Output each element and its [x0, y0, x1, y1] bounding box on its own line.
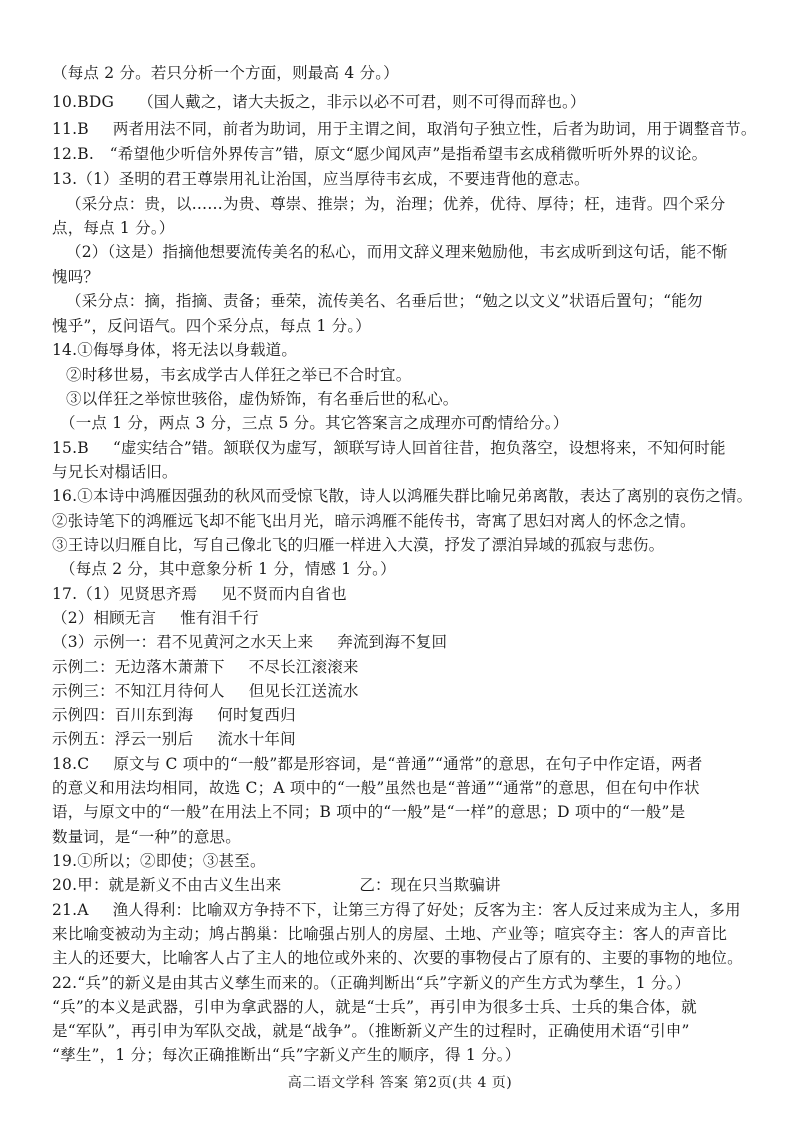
answer-18	[52, 753, 750, 775]
answer-17-part2-line2: 惟有泪千行	[180, 609, 259, 627]
answer-17-part2	[52, 607, 750, 629]
answer-17-example4-line2: 何时复西归	[217, 706, 296, 724]
answer-19: 19.①所以；②即使；③甚至。	[52, 852, 266, 870]
answer-22-cont3: “孳生”，1 分；每次正确推断出“兵”字新义产生的顺序，得 1 分。）	[52, 1046, 521, 1064]
answer-20	[52, 874, 750, 896]
answer-17-example3-line1: 示例三：不知江月待何人	[52, 682, 225, 700]
answer-17-part1-line1: 17.（1）见贤思齐焉	[52, 585, 198, 603]
answer-18-text: 原文与 C 项中的“一般”都是形容词，是“普通”“通常”的意思，在句子中作定语，两者	[113, 755, 703, 773]
answer-17-example4-line1: 示例四：百川东到海	[52, 706, 194, 724]
answer-17-example2-line1: 示例二：无边落木萧萧下	[52, 658, 225, 676]
answer-17-part2-line1: （2）相顾无言	[52, 609, 157, 627]
answer-15-text: “虚实结合”错。颔联仅为虚写，颔联写诗人回首往昔，抱负落空，设想将来，不知何时能	[112, 439, 726, 457]
answer-17-part1-line2: 见不贤而内自省也	[221, 585, 347, 603]
answer-22-cont1: “兵”的本义是武器，引申为拿武器的人，就是“士兵”，再引申为很多士兵、士兵的集合体，就	[52, 998, 697, 1016]
answer-13-part2: （2）（这是）指摘他想要流传美名的私心，而用文辞义理来勉励他，韦玄成听到这句话，能不惭	[66, 243, 728, 261]
answer-14-point1: 14.①侮辱身体，将无法以身载道。	[52, 341, 298, 359]
answer-13-part1-scoring-cont: 点，每点 1 分。）	[52, 219, 175, 237]
answer-17-example5	[52, 728, 750, 750]
answer-17-part1	[52, 583, 750, 605]
answer-16-point1: 16.①本诗中鸿雁因强劲的秋风而受惊飞散，诗人以鸿雁失群比喻兄弟离散，表达了离别的哀伤之情。	[52, 487, 753, 505]
answer-15-cont: 与兄长对榻话旧。	[52, 463, 178, 481]
answer-22-cont2: 是“军队”，再引申为军队交战，就是“战争”。（推断新义产生的过程时，正确使用术语“引申”	[52, 1022, 690, 1040]
answer-20-jia: 20.甲：就是新义不由古义生出来	[52, 876, 282, 894]
answer-16-point2: ②张诗笔下的鸿雁远飞却不能飞出月光，暗示鸿雁不能传书，寄寓了思妇对离人的怀念之情。	[52, 512, 696, 530]
answer-14-scoring: （一点 1 分，两点 3 分，三点 5 分。其它答案言之成理亦可酌情给分。）	[60, 414, 569, 432]
answer-13-part2-cont: 愧吗？	[52, 268, 100, 286]
answer-14-point2: ②时移世易，韦玄成学古人佯狂之举已不合时宜。	[66, 366, 412, 384]
answer-18-number: 18.C	[52, 755, 90, 773]
answer-13-part2-scoring-cont: 愧乎”，反问语气。四个采分点，每点 1 分。）	[52, 317, 371, 335]
answer-22: 22.“兵”的新义是由其古义孳生而来的。（正确判断出“兵”字新义的产生方式为孳生，1 分。）	[52, 974, 691, 992]
answer-11-text: 两者用法不同，前者为助词，用于主谓之间，取消句子独立性，后者为助词，用于调整音节。	[112, 120, 757, 138]
answer-17-example3-line2: 但见长江送流水	[248, 682, 359, 700]
answer-21-cont1: 来比喻变被动为主动；鸠占鹊巢：比喻强占别人的房屋、土地、产业等；喧宾夺主：客人的声音比	[52, 925, 728, 943]
answer-10-text: （国人戴之，诸大夫扳之，非示以必不可君，则不可得而辞也。）	[138, 93, 586, 111]
answer-13-part1: 13.（1）圣明的君王尊崇用礼让治国，应当厚待韦玄成，不要违背他的意志。	[52, 170, 590, 188]
answer-17-example5-line2: 流水十年间	[217, 730, 296, 748]
answer-21-text: 渔人得利：比喻双方争持不下，让第三方得了好处；反客为主：客人反过来成为主人，多用	[112, 901, 741, 919]
answer-21-cont2: 主人的还要大，比喻客人占了主人的地位或外来的、次要的事物侵占了原有的、主要的事物的地位。	[52, 949, 743, 967]
answer-17-example4	[52, 704, 750, 726]
answer-15	[52, 437, 750, 459]
answer-11	[52, 118, 757, 140]
answer-18-cont3: 数量词，是“一种”的意思。	[52, 828, 241, 846]
answer-17-part3	[52, 631, 750, 653]
answer-18-cont1: 的意义和用法均相同，故选 C；A 项中的“一般”虽然也是“普通”“通常”的意思，但在句中作状	[52, 779, 700, 797]
answer-10-number: 10.BDG	[52, 93, 115, 111]
answer-17-example3	[52, 680, 750, 702]
answer-15-number: 15.B	[52, 439, 89, 457]
answer-17-example2-line2: 不尽长江滚滚来	[248, 658, 359, 676]
answer-16-scoring: （每点 2 分，其中意象分析 1 分，情感 1 分。）	[60, 560, 396, 578]
answer-11-number: 11.B	[52, 120, 89, 138]
answer-10	[52, 91, 750, 113]
answer-13-part1-scoring: （采分点：贵，以……为贵、尊崇、推崇；为，治理；优养，优待、厚待；枉，违背。四个采分	[66, 195, 726, 213]
answer-17-example1-line1: （3）示例一：君不见黄河之水天上来	[52, 633, 314, 651]
page-footer: 高二语文学科 答案 第2页(共 4 页)	[287, 1075, 513, 1091]
answer-17-example5-line1: 示例五：浮云一别后	[52, 730, 194, 748]
answer-14-point3: ③以佯狂之举惊世骇俗，虚伪矫饰，有名垂后世的私心。	[66, 390, 459, 408]
answer-12: 12.B. “希望他少听信外界传言”错，原文“愿少闻风声”是指希望韦玄成稍微听听外界的议论。	[52, 145, 708, 163]
answer-13-part2-scoring: （采分点：摘，指摘、责备；垂荣，流传美名、名垂后世；“勉之以文义”状语后置句；“能勿	[66, 292, 703, 310]
scoring-note: （每点 2 分。若只分析一个方面，则最高 4 分。）	[52, 64, 399, 82]
answer-17-example2	[52, 656, 750, 678]
answer-17-example1-line2: 奔流到海不复回	[337, 633, 448, 651]
answer-21-number: 21.A	[52, 901, 89, 919]
answer-18-cont2: 语，与原文中的“一般”在用法上不同；B 项中的“一般”是“一样”的意思；D 项中的“一般”是	[52, 803, 686, 821]
answer-21	[52, 899, 750, 921]
answer-20-yi: 乙：现在只当欺骗讲	[359, 876, 501, 894]
answer-16-point3: ③王诗以归雁自比，写自己像北飞的归雁一样进入大漠，抒发了漂泊异域的孤寂与悲伤。	[52, 536, 665, 554]
